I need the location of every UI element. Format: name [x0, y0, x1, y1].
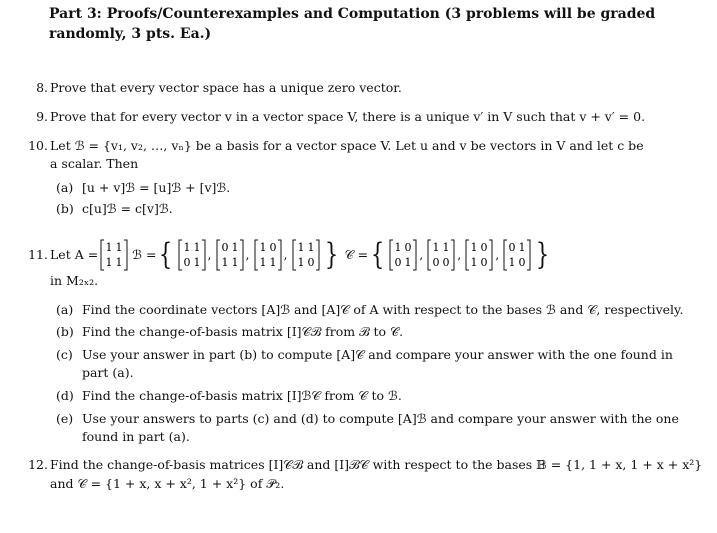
matrix-entry: 0: [480, 256, 488, 269]
left-bracket: [466, 240, 469, 270]
let-A-label: Let A =: [50, 247, 99, 262]
matrix-entry: 0: [442, 256, 450, 269]
basis-C-label: 𝒞 =: [344, 247, 369, 262]
problem-text-line: a scalar. Then: [50, 156, 139, 171]
subpart-text: Find the coordinate vectors [A]ℬ and [A]𝒞 of A with respect to the bases ℬ and 𝒞, respectively.: [82, 302, 684, 317]
basis-C-matrix-svg: [464, 239, 494, 271]
subpart-label: (b): [56, 324, 74, 339]
problem-12: [22, 456, 712, 496]
matrix-entry: 1: [115, 256, 123, 269]
basis-C-matrix-1: [388, 239, 418, 271]
comma: ,: [245, 247, 250, 262]
right-bracket: [124, 240, 127, 270]
matrix-entry: 1: [269, 256, 277, 269]
right-bracket: [527, 240, 530, 270]
matrix-entry: 1: [105, 241, 113, 254]
matrix-entry: 0: [508, 241, 516, 254]
matrix-A-svg: [99, 239, 129, 271]
matrix-entry: 1: [105, 256, 113, 269]
basis-B-matrix-svg: [177, 239, 207, 271]
section-heading: Part 3: Proofs/Counterexamples and Computation (3 problems will be graded randomly, 3 pts. Ea.): [49, 6, 656, 42]
matrix-entry: 1: [470, 241, 478, 254]
matrix-entry: 1: [508, 256, 516, 269]
right-brace: }: [324, 237, 338, 272]
subpart-text: [u + v]ℬ = [u]ℬ + [v]ℬ.: [82, 180, 231, 195]
matrix-entry: 0: [432, 256, 440, 269]
matrix-entry: 1: [307, 241, 314, 254]
problem-number: 10.: [28, 138, 48, 153]
matrix-entry: 1: [221, 256, 229, 269]
matrix-entry: 1: [231, 241, 239, 254]
comma: ,: [495, 247, 500, 262]
basis-C-set: [368, 239, 552, 271]
basis-C-matrix-svg: [502, 239, 532, 271]
matrix-entry: 0: [480, 241, 488, 254]
problem-number: 9.: [36, 109, 48, 124]
basis-B-matrix-svg: [253, 239, 283, 271]
problem-text-line: and 𝒞 = {1 + x, x + x², 1 + x²} of 𝒫₂.: [50, 476, 285, 491]
basis-B-matrix-2: [215, 239, 245, 271]
left-bracket: [217, 240, 220, 270]
matrix-entry: 1: [115, 241, 123, 254]
comma: ,: [419, 247, 424, 262]
left-bracket: [293, 240, 296, 270]
basis-B-matrix-svg: [215, 239, 245, 271]
matrix-entry: 1: [259, 256, 267, 269]
problem-10: [22, 137, 702, 227]
matrix-entry: 0: [269, 241, 277, 254]
subpart-label: (e): [56, 411, 74, 426]
left-bracket: [101, 240, 104, 270]
problem-text-line: Find the change-of-basis matrices [I]𝒞ℬ and [I]ℬ𝒞 with respect to the bases 𝔹 = {1, 1 + x, 1 + x + x²}: [50, 457, 703, 472]
right-bracket: [413, 240, 416, 270]
problem-11: [22, 236, 712, 446]
basis-C-matrix-2: [426, 239, 456, 271]
left-bracket: [428, 240, 431, 270]
right-bracket: [489, 240, 492, 270]
left-bracket: [179, 240, 182, 270]
matrix-entry: 1: [518, 241, 526, 254]
left-bracket: [390, 240, 393, 270]
subpart-text: part (a).: [82, 365, 134, 380]
space-text: in M₂ₓ₂.: [50, 273, 99, 288]
subpart-text: Find the change-of-basis matrix [I]𝒞ℬ from ℬ to 𝒞.: [82, 324, 404, 339]
matrix-entry: 1: [404, 256, 412, 269]
basis-C-matrix-svg: [388, 239, 418, 271]
matrix-definition-line: [50, 236, 552, 274]
problem-number: 12.: [28, 457, 48, 472]
subpart-text: Find the change-of-basis matrix [I]ℬ𝒞 from 𝒞 to ℬ.: [82, 388, 402, 403]
subpart-text: found in part (a).: [82, 429, 190, 444]
left-brace: {: [159, 237, 173, 272]
left-brace: {: [371, 237, 385, 272]
subpart-label: (c): [56, 347, 73, 362]
matrix-entry: 0: [183, 256, 191, 269]
subpart-text: Use your answers to parts (c) and (d) to compute [A]ℬ and compare your answer with the one: [82, 411, 679, 426]
basis-B-matrix-1: [177, 239, 207, 271]
matrix-entry: 0: [518, 256, 526, 269]
matrix-entry: 1: [183, 241, 191, 254]
problem-text: Prove that every vector space has a unique zero vector.: [50, 80, 402, 95]
subpart-text: c[u]ℬ = c[v]ℬ.: [82, 201, 173, 216]
comma: ,: [283, 247, 288, 262]
basis-C-matrix-4: [502, 239, 532, 271]
matrix-entry: 0: [307, 256, 314, 269]
subpart-label: (a): [56, 180, 74, 195]
matrix-entry: 1: [470, 256, 478, 269]
basis-B-label: ℬ =: [132, 247, 157, 262]
right-bracket: [240, 240, 243, 270]
problem-number: 11.: [28, 247, 48, 262]
matrix-A: [99, 239, 129, 271]
subpart-label: (b): [56, 201, 74, 216]
matrix-entry: 1: [231, 256, 239, 269]
subpart-label: (a): [56, 302, 74, 317]
subpart-label: (d): [56, 388, 74, 403]
left-bracket: [255, 240, 258, 270]
problem-text: Prove that for every vector v in a vector space V, there is a unique v′ in V such that v + v′ = 0.: [50, 109, 646, 124]
right-bracket: [316, 240, 319, 270]
matrix-entry: 0: [221, 241, 229, 254]
matrix-entry: 1: [432, 241, 440, 254]
matrix-entry: 0: [404, 241, 412, 254]
left-bracket: [504, 240, 507, 270]
right-bracket: [451, 240, 454, 270]
right-bracket: [202, 240, 205, 270]
matrix-entry: 1: [193, 256, 201, 269]
right-brace: }: [536, 237, 550, 272]
subpart-text: Use your answer in part (b) to compute [A]𝒞 and compare your answer with the one found in: [82, 347, 673, 362]
matrix-entry: 1: [442, 241, 450, 254]
comma: ,: [207, 247, 212, 262]
comma: ,: [457, 247, 462, 262]
matrix-entry: 1: [259, 241, 267, 254]
basis-B-matrix-4: [291, 239, 321, 271]
matrix-entry: 1: [394, 241, 402, 254]
basis-B-matrix-3: [253, 239, 283, 271]
basis-B-matrix-svg: [291, 239, 321, 271]
basis-C-matrix-svg: [426, 239, 456, 271]
right-bracket: [278, 240, 281, 270]
matrix-entry: 1: [193, 241, 201, 254]
problem-text-line: Let ℬ = {v₁, v₂, …, vₙ} be a basis for a vector space V. Let u and v be vectors in V and let c be: [50, 138, 644, 153]
basis-B-set: [156, 239, 340, 271]
problem-number: 8.: [36, 80, 48, 95]
basis-C-matrix-3: [464, 239, 494, 271]
matrix-entry: 1: [297, 256, 304, 269]
matrix-entry: 0: [394, 256, 402, 269]
matrix-entry: 1: [297, 241, 304, 254]
